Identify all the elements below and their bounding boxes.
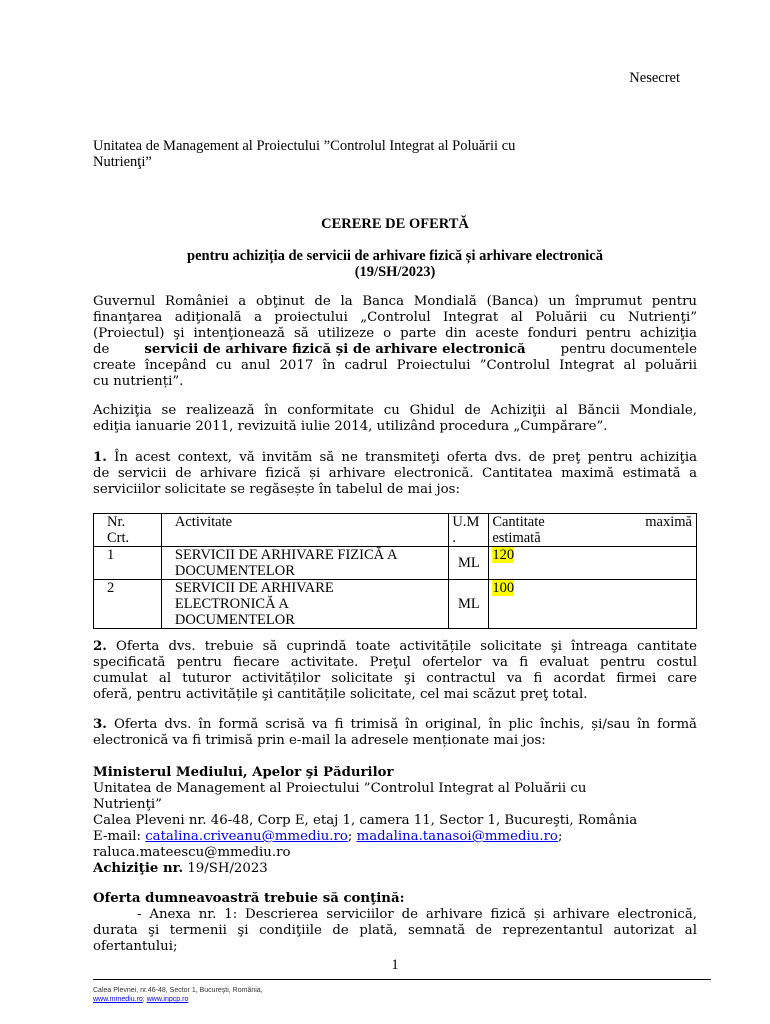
address-street: Calea Pleveni nr. 46-48, Corp E, etaj 1, camera 11, Sector 1, Bucureşti, România: [93, 813, 638, 828]
table-row: [94, 580, 697, 629]
acquisition-number: 19/SH/2023: [187, 861, 268, 876]
table-header-row: [94, 514, 697, 547]
offer-heading: Oferta dumneavoastră trebuie să conţină:: [93, 891, 405, 906]
header-text: Crt.: [107, 530, 130, 546]
paragraph-line: electronică va fi trimisă prin e-mail la adresele menționate mai jos:: [93, 733, 546, 748]
project-unit-line: Unitatea de Management al Proiectului ”Controlul Integrat al Poluării cu: [93, 138, 516, 154]
header-cell-quantity: [489, 514, 697, 547]
classification-label: Nesecret: [629, 70, 680, 86]
invitation-paragraph: [93, 450, 697, 498]
paragraph-line: [93, 342, 697, 358]
cell-um: ML: [449, 547, 489, 580]
table-row: [94, 547, 697, 580]
emphasis-text: servicii de arhivare fizică și de arhivare electronică: [144, 342, 526, 357]
header-text: [492, 514, 692, 530]
procedure-paragraph: [93, 403, 697, 435]
footer-address: Calea Plevnei, nr.46-48, Sector 1, Bucureşti, România,: [93, 987, 263, 994]
activity-line: DOCUMENTELOR: [174, 563, 295, 579]
offer-line: durata şi termenii şi condiţiile de plată, semnată de reprezentantul autorizat al: [93, 923, 697, 938]
acquisition-line: [93, 861, 703, 877]
cell-quantity: [489, 547, 697, 580]
paragraph-line: specificată pentru fiecare activitate. Preţul ofertelor va fi evaluat pentru costul: [93, 655, 697, 670]
footer-divider: [93, 979, 711, 980]
paragraph-line: create începând cu anul 2017 în cadrul Proiectului ”Controlul Integrat al poluării: [93, 358, 697, 373]
email-line: [93, 829, 703, 845]
document-subtitle: [93, 248, 697, 280]
separator: ;: [142, 996, 145, 1003]
paragraph-line: [93, 450, 697, 466]
email-link[interactable]: madalina.tanasoi@mmediu.ro: [356, 829, 558, 844]
offer-line: - Anexa nr. 1: Descrierea serviciilor de arhivare fizică și arhivare electronică,: [137, 907, 697, 922]
paragraph-line: cu nutrienți”.: [93, 374, 184, 389]
address-block: [93, 765, 703, 877]
paragraph-line: (Proiectul) şi intenţionează să utilizeze o parte din aceste fonduri pentru achiziţia: [93, 326, 697, 341]
paragraph-line: finanţarea adiţională a proiectului „Controlul Integrat al Poluării cu Nutrienţi”: [93, 310, 697, 325]
paragraph-line: Achiziţia se realizează în conformitate cu Ghidul de Achiziţii al Băncii Mondiale,: [93, 403, 697, 418]
footer-link[interactable]: www.inpcp.ro: [146, 996, 189, 1003]
ministry-name: Ministerul Mediului, Apelor şi Pădurilor: [93, 765, 394, 780]
footer-link[interactable]: www.mmediu.ro: [93, 996, 143, 1003]
project-unit-header: [93, 138, 693, 170]
paragraph-line: cumulat al tuturor activităților solicitate şi contractul va fi acordat firmei care: [93, 671, 697, 686]
header-word: maximă: [645, 514, 692, 530]
address-line: Unitatea de Management al Proiectului ”Controlul Integrat al Poluării cu: [93, 781, 587, 796]
cell-quantity: [489, 580, 697, 629]
offer-line: ofertantului;: [93, 939, 178, 954]
text-span: Oferta dvs. în formă scrisă va fi trimisă în original, în plic închis, și/sau în formă: [113, 717, 697, 732]
paragraph-line: oferă, pentru activitățile şi cantitățile solicitate, cel mai scăzut preţ total.: [93, 687, 588, 702]
header-cell-nr: [94, 514, 162, 547]
services-table: [93, 513, 697, 629]
offer-contents: [93, 891, 697, 955]
subtitle-line: (19/SH/2023): [354, 264, 436, 280]
project-unit-line: Nutrienţi”: [93, 154, 152, 170]
header-text: Activitate: [174, 514, 233, 530]
address-line: Nutrienţi”: [93, 797, 162, 812]
header-text: Nr.: [107, 514, 126, 530]
header-text: .: [452, 530, 456, 546]
evaluation-paragraph: [93, 639, 697, 703]
activity-line: SERVICII DE ARHIVARE: [174, 580, 334, 596]
footer: [93, 986, 263, 1004]
paragraph-line: [93, 717, 697, 733]
cell-nr: 1: [94, 547, 162, 580]
paragraph-line: Guvernul României a obţinut de la Banca Mondială (Banca) un împrumut pentru: [93, 294, 697, 309]
header-cell-activity: [161, 514, 448, 547]
header-cell-um: [449, 514, 489, 547]
activity-line: DOCUMENTELOR: [174, 612, 295, 628]
header-text: estimată: [492, 530, 541, 546]
section-number: 2.: [93, 639, 107, 654]
section-number: 1.: [93, 450, 107, 465]
cell-nr: 2: [94, 580, 162, 629]
header-word: Cantitate: [492, 514, 545, 530]
paragraph-line: ediţia ianuarie 2011, revizuită iulie 2014, utilizând procedura „Cumpărare”.: [93, 419, 608, 434]
text-span: pentru documentele: [560, 342, 697, 357]
cell-activity: [161, 547, 448, 580]
text-span: În acest context, vă invităm să ne transmiteţi oferta dvs. de preţ pentru achiziţia: [114, 450, 697, 465]
subtitle-line: pentru achiziția de servicii de arhivare fizică și arhivare electronică: [187, 248, 603, 264]
activity-line: SERVICII DE ARHIVARE FIZICĂ A: [174, 547, 398, 563]
highlighted-quantity: 100: [492, 580, 515, 596]
footer-links: [93, 995, 263, 1004]
email-text: raluca.mateescu@mmediu.ro: [93, 845, 291, 860]
acquisition-label: Achiziţie nr.: [93, 861, 184, 876]
text-span: Oferta dvs. trebuie să cuprindă toate activitățile solicitate şi întreaga cantitate: [116, 639, 697, 654]
separator: ;: [557, 829, 563, 844]
paragraph-line: [93, 639, 697, 655]
header-text: U.M: [452, 514, 480, 530]
submission-paragraph: [93, 717, 697, 749]
document-title: CERERE DE OFERTĂ: [321, 216, 469, 232]
highlighted-quantity: 120: [492, 547, 515, 563]
cell-activity: [161, 580, 448, 629]
cell-um: ML: [449, 580, 489, 629]
activity-line: ELECTRONICĂ A: [174, 596, 289, 612]
separator: ;: [347, 829, 353, 844]
page-number: 1: [391, 957, 399, 973]
email-label: E-mail:: [93, 829, 141, 844]
intro-paragraph: [93, 294, 697, 390]
paragraph-line: de servicii de arhivare fizică și arhivare electronică. Cantitatea maximă estimată a: [93, 466, 697, 481]
email-link[interactable]: catalina.criveanu@mmediu.ro: [145, 829, 348, 844]
section-number: 3.: [93, 717, 107, 732]
paragraph-line: serviciilor solicitate se regăsește în tabelul de mai jos:: [93, 482, 460, 497]
text-span: de: [93, 342, 110, 357]
